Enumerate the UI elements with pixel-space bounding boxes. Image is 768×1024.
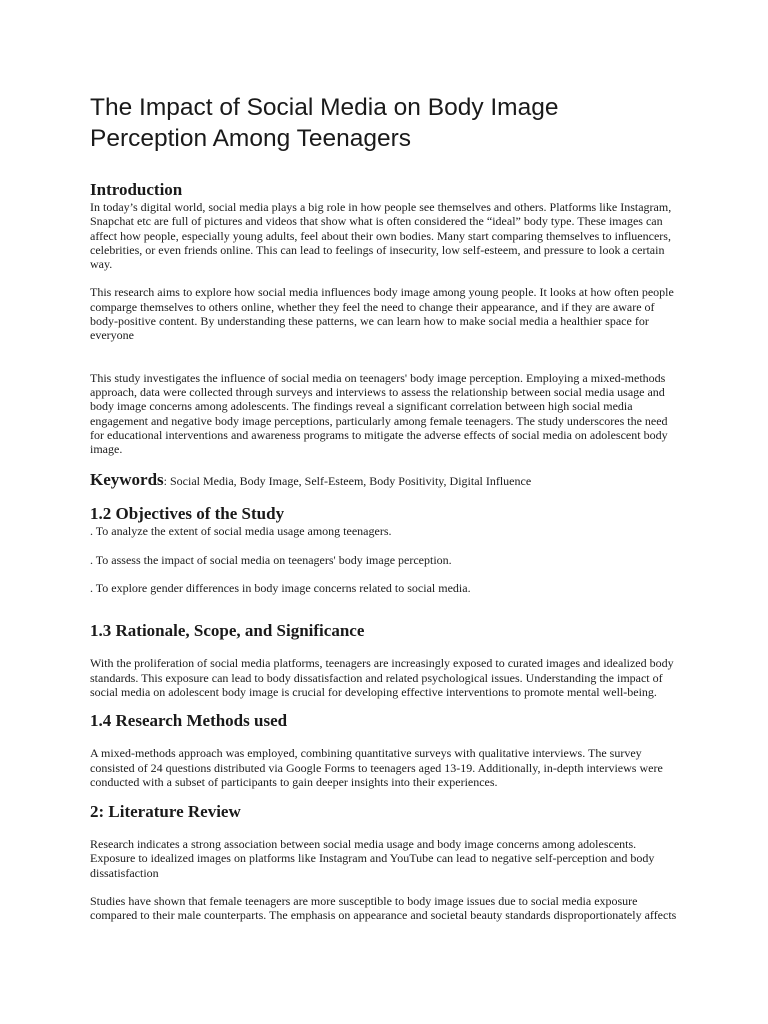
objective-item-1: . To analyze the extent of social media usage among teenagers.: [90, 524, 392, 539]
rationale-heading: 1.3 Rationale, Scope, and Significance: [90, 621, 365, 641]
keywords-label: Keywords: [90, 470, 164, 490]
keywords-text: : Social Media, Body Image, Self-Esteem, Body Positivity, Digital Influence: [163, 474, 532, 489]
objective-item-2: . To assess the impact of social media on teenagers' body image perception.: [90, 552, 452, 567]
introduction-paragraph-2: This research aims to explore how social media influences body image among young people. It looks at how often people comparge themselves to others online, whether they feel the need to change their appearance, and if they are aware of body-positive content. By understanding these patterns, we can learn how to make social media a healthier space for everyone: [90, 285, 674, 343]
objective-item-3: . To explore gender differences in body image concerns related to social media.: [90, 581, 471, 596]
literature-paragraph-1: Research indicates a strong association between social media usage and body image concerns among adolescents. Exposure to idealized images on platforms like Instagram and YouTube can lead to negative self-perception and body dissatisfaction: [90, 837, 655, 880]
objectives-heading: 1.2 Objectives of the Study: [90, 504, 285, 524]
literature-paragraph-2: Studies have shown that female teenagers are more susceptible to body image issues due to social media exposure compared to their male counterparts. The emphasis on appearance and societal beauty standards disproportionately affects: [90, 894, 677, 923]
keywords-line: [90, 470, 680, 491]
literature-heading: 2: Literature Review: [90, 802, 241, 822]
introduction-heading: Introduction: [90, 180, 183, 199]
introduction-paragraph-1: In today’s digital world, social media plays a big role in how people see themselves and others. Platforms like Instagram, Snapchat etc are full of pictures and videos that show what is often considered the “ideal” body type. These images can affect how people, especially young adults, feel about their own bodies. Many start comparing themselves to influencers, celebrities, or even friends online. This can lead to feelings of insecurity, low self-esteem, and pressure to look a certain way.: [90, 200, 672, 272]
methods-heading: 1.4 Research Methods used: [90, 711, 288, 731]
abstract-paragraph: This study investigates the influence of social media on teenagers' body image perception. Employing a mixed-methods approach, data were collected through surveys and interviews to assess the relationship between social media usage and body image concerns among adolescents. The findings reveal a significant correlation between high social media engagement and negative body image perceptions, particularly among female teenagers. The study underscores the need for educational interventions and awareness programs to mitigate the adverse effects of social media on adolescent body image.: [90, 370, 668, 457]
rationale-paragraph: With the proliferation of social media platforms, teenagers are increasingly exposed to curated images and idealized body standards. This exposure can lead to body dissatisfaction and related psychological issues. Understanding the impact of social media on adolescent body image is crucial for developing effective interventions to promote mental well-being.: [90, 656, 674, 699]
document-title: The Impact of Social Media on Body Image Perception Among Teenagers: [90, 94, 559, 152]
document-page: [90, 92, 680, 923]
methods-paragraph: A mixed-methods approach was employed, combining quantitative surveys with qualitative interviews. The survey consisted of 24 questions distributed via Google Forms to teenagers aged 13-19. Additionally, in-depth interviews were conducted with a subset of participants to gain deeper insights into their experiences.: [90, 746, 663, 789]
